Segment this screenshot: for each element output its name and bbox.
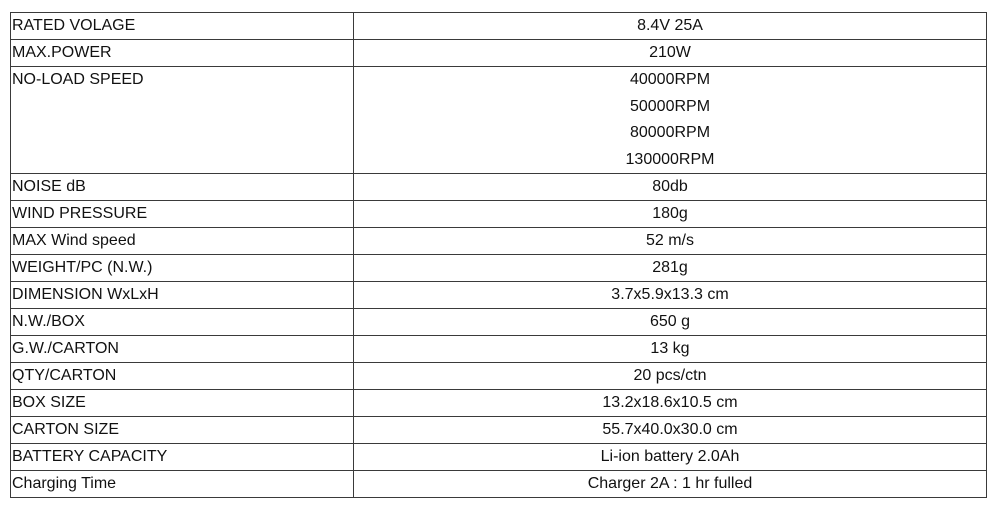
spec-label: NOISE dB — [11, 174, 354, 201]
table-row — [11, 174, 987, 201]
spec-value: 210W — [354, 40, 987, 67]
table-row — [11, 471, 987, 498]
spec-label: CARTON SIZE — [11, 417, 354, 444]
table-row — [11, 13, 987, 40]
table-row — [11, 201, 987, 228]
spec-value-line: 80000RPM — [629, 124, 711, 141]
spec-value-line: 40000RPM — [629, 71, 711, 88]
spec-label: DIMENSION WxLxH — [11, 282, 354, 309]
spec-value: 281g — [354, 255, 987, 282]
spec-value-line: 130000RPM — [625, 150, 715, 168]
spec-value: 8.4V 25A — [354, 13, 987, 40]
spec-label: BATTERY CAPACITY — [11, 444, 354, 471]
spec-value: 13 kg — [354, 336, 987, 363]
spec-label: BOX SIZE — [11, 390, 354, 417]
spec-label: G.W./CARTON — [11, 336, 354, 363]
spec-label: WIND PRESSURE — [11, 201, 354, 228]
spec-label: WEIGHT/PC (N.W.) — [11, 255, 354, 282]
spec-label: RATED VOLAGE — [11, 13, 354, 40]
spec-value: 650 g — [354, 309, 987, 336]
spec-value-line: 50000RPM — [629, 97, 711, 115]
spec-value: 52 m/s — [354, 228, 987, 255]
table-row — [11, 67, 987, 174]
spec-label: MAX.POWER — [11, 40, 354, 67]
table-row — [11, 282, 987, 309]
table-row — [11, 40, 987, 67]
spec-label: N.W./BOX — [11, 309, 354, 336]
spec-label: NO-LOAD SPEED — [11, 67, 354, 174]
spec-table — [10, 12, 987, 498]
spec-value: 20 pcs/ctn — [354, 363, 987, 390]
spec-value: 3.7x5.9x13.3 cm — [354, 282, 987, 309]
table-row — [11, 390, 987, 417]
spec-value: 180g — [354, 201, 987, 228]
table-row — [11, 336, 987, 363]
table-row — [11, 309, 987, 336]
table-row — [11, 363, 987, 390]
table-row — [11, 228, 987, 255]
spec-value: Charger 2A : 1 hr fulled — [354, 471, 987, 498]
spec-value: 13.2x18.6x10.5 cm — [354, 390, 987, 417]
table-row — [11, 417, 987, 444]
spec-value: 80db — [354, 174, 987, 201]
spec-label: QTY/CARTON — [11, 363, 354, 390]
spec-value: 55.7x40.0x30.0 cm — [354, 417, 987, 444]
spec-table-body — [11, 13, 987, 498]
table-row — [11, 444, 987, 471]
spec-label: MAX Wind speed — [11, 228, 354, 255]
spec-value-multi — [354, 67, 987, 174]
spec-label: Charging Time — [11, 471, 354, 498]
spec-value: Li-ion battery 2.0Ah — [354, 444, 987, 471]
table-row — [11, 255, 987, 282]
